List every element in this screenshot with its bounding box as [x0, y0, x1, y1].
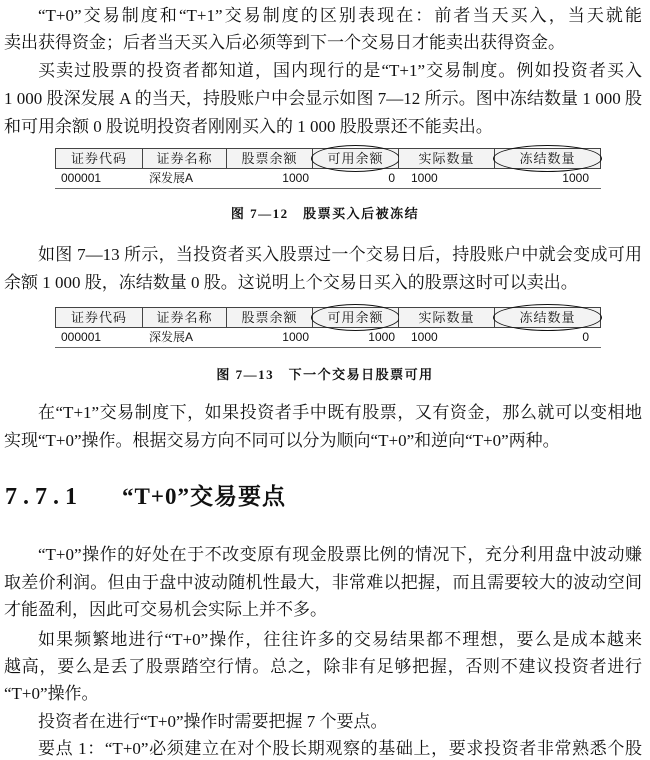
text-line: 1 000 股深发展 A 的当天，持股账户中会显示如图 7—12 所示。图中冻结数量 1 000 股 [4, 89, 642, 108]
text-line: “T+0”交易制度和“T+1”交易制度的区别表现在：前者当天买入，当天就能 [38, 6, 642, 25]
paragraph-t0-under-t1 [4, 399, 642, 455]
paragraph-key-points-intro [4, 710, 642, 734]
column-header-security-name: 证券名称 [143, 307, 227, 328]
paragraph-key-point-1 [4, 738, 642, 760]
column-header-stock-balance: 股票余额 [227, 148, 313, 169]
column-header-frozen-quantity: 冻结数量 [495, 148, 601, 169]
text-line: 如图 7—13 所示，当投资者买入股票过一个交易日后，持股账户中就会变成可用 [38, 245, 642, 264]
text-line: 余额 1 000 股，冻结数量 0 股。这说明上个交易日买入的股票这时可以卖出。 [4, 273, 578, 292]
figure-caption: 图 7—13 下一个交易日股票可用 [216, 367, 434, 382]
cell-stock-balance: 1000 [282, 330, 309, 344]
paragraph-next-day [4, 241, 642, 297]
cell-available-balance: 1000 [368, 330, 395, 344]
table-header [55, 148, 601, 169]
cell-actual-quantity: 1000 [411, 171, 438, 185]
column-header-frozen-quantity: 冻结数量 [495, 307, 601, 328]
cell-frozen-quantity: 0 [582, 330, 589, 344]
table-header [55, 307, 601, 328]
cell-security-code: 000001 [61, 330, 102, 344]
figure-caption: 图 7—12 股票买入后被冻结 [230, 206, 420, 221]
cell-frozen-quantity: 1000 [562, 171, 589, 185]
paragraph-t0-benefits [4, 541, 642, 624]
text-line: 在“T+1”交易制度下，如果投资者手中既有股票，又有资金，那么就可以变相地 [38, 403, 642, 422]
section-heading [5, 482, 286, 512]
column-header-actual-quantity: 实际数量 [399, 307, 495, 328]
section-title: “T+0”交易要点 [122, 484, 286, 509]
text-line: 卖出获得资金；后者当天买入后必须等到下一个交易日才能卖出获得资金。 [4, 33, 565, 52]
text-line: 取差价利润。但由于盘中波动随机性最大，非常难以把握，而且需要较大的波动空间 [4, 572, 642, 592]
text-line: 越高，要么是丢了股票踏空行情。总之，除非有足够把握，否则不建议投资者进行 [4, 657, 642, 676]
text-line: 才能盈利，因此可交易机会实际上并不多。 [4, 600, 327, 619]
section-number: 7.7.1 [5, 484, 83, 510]
text-line: 要点 1：“T+0”必须建立在对个股长期观察的基础上，要求投资者非常熟悉个股 [38, 739, 642, 758]
text-line: “T+0”操作的好处在于不改变原有现金股票比例的情况下，充分利用盘中波动赚 [38, 545, 642, 564]
paragraph-t0-risks [4, 626, 642, 707]
paragraph-t0-t1-difference [4, 2, 642, 56]
cell-security-name: 深发展A [149, 171, 194, 185]
text-line: 如果频繁地进行“T+0”操作，往往许多的交易结果都不理想，要么是成本越来 [38, 630, 642, 649]
column-header-stock-balance: 股票余额 [227, 307, 313, 328]
column-header-available-balance: 可用余额 [313, 307, 399, 328]
text-line: 买卖过股票的投资者都知道，国内现行的是“T+1”交易制度。例如投资者买入 [38, 61, 642, 80]
column-header-security-name: 证券名称 [143, 148, 227, 169]
table-row [55, 328, 601, 348]
table-row [55, 169, 601, 189]
text-line: “T+0”操作。 [4, 684, 99, 703]
cell-stock-balance: 1000 [282, 171, 309, 185]
column-header-actual-quantity: 实际数量 [399, 148, 495, 169]
text-line: 实现“T+0”操作。根据交易方向不同可以分为顺向“T+0”和逆向“T+0”两种。 [4, 431, 560, 450]
holdings-table-fig-7-13 [55, 307, 601, 348]
text-line: 投资者在进行“T+0”操作时需要把握 7 个要点。 [38, 712, 388, 731]
column-header-security-code: 证券代码 [55, 307, 143, 328]
cell-available-balance: 0 [388, 171, 395, 185]
paragraph-t1-example [4, 57, 642, 141]
cell-security-name: 深发展A [149, 330, 194, 344]
holdings-table-fig-7-12 [55, 148, 601, 189]
column-header-security-code: 证券代码 [55, 148, 143, 169]
cell-actual-quantity: 1000 [411, 330, 438, 344]
cell-security-code: 000001 [61, 171, 102, 185]
text-line: 和可用余额 0 股说明投资者刚刚买入的 1 000 股股票还不能卖出。 [4, 117, 493, 136]
column-header-available-balance: 可用余额 [313, 148, 399, 169]
